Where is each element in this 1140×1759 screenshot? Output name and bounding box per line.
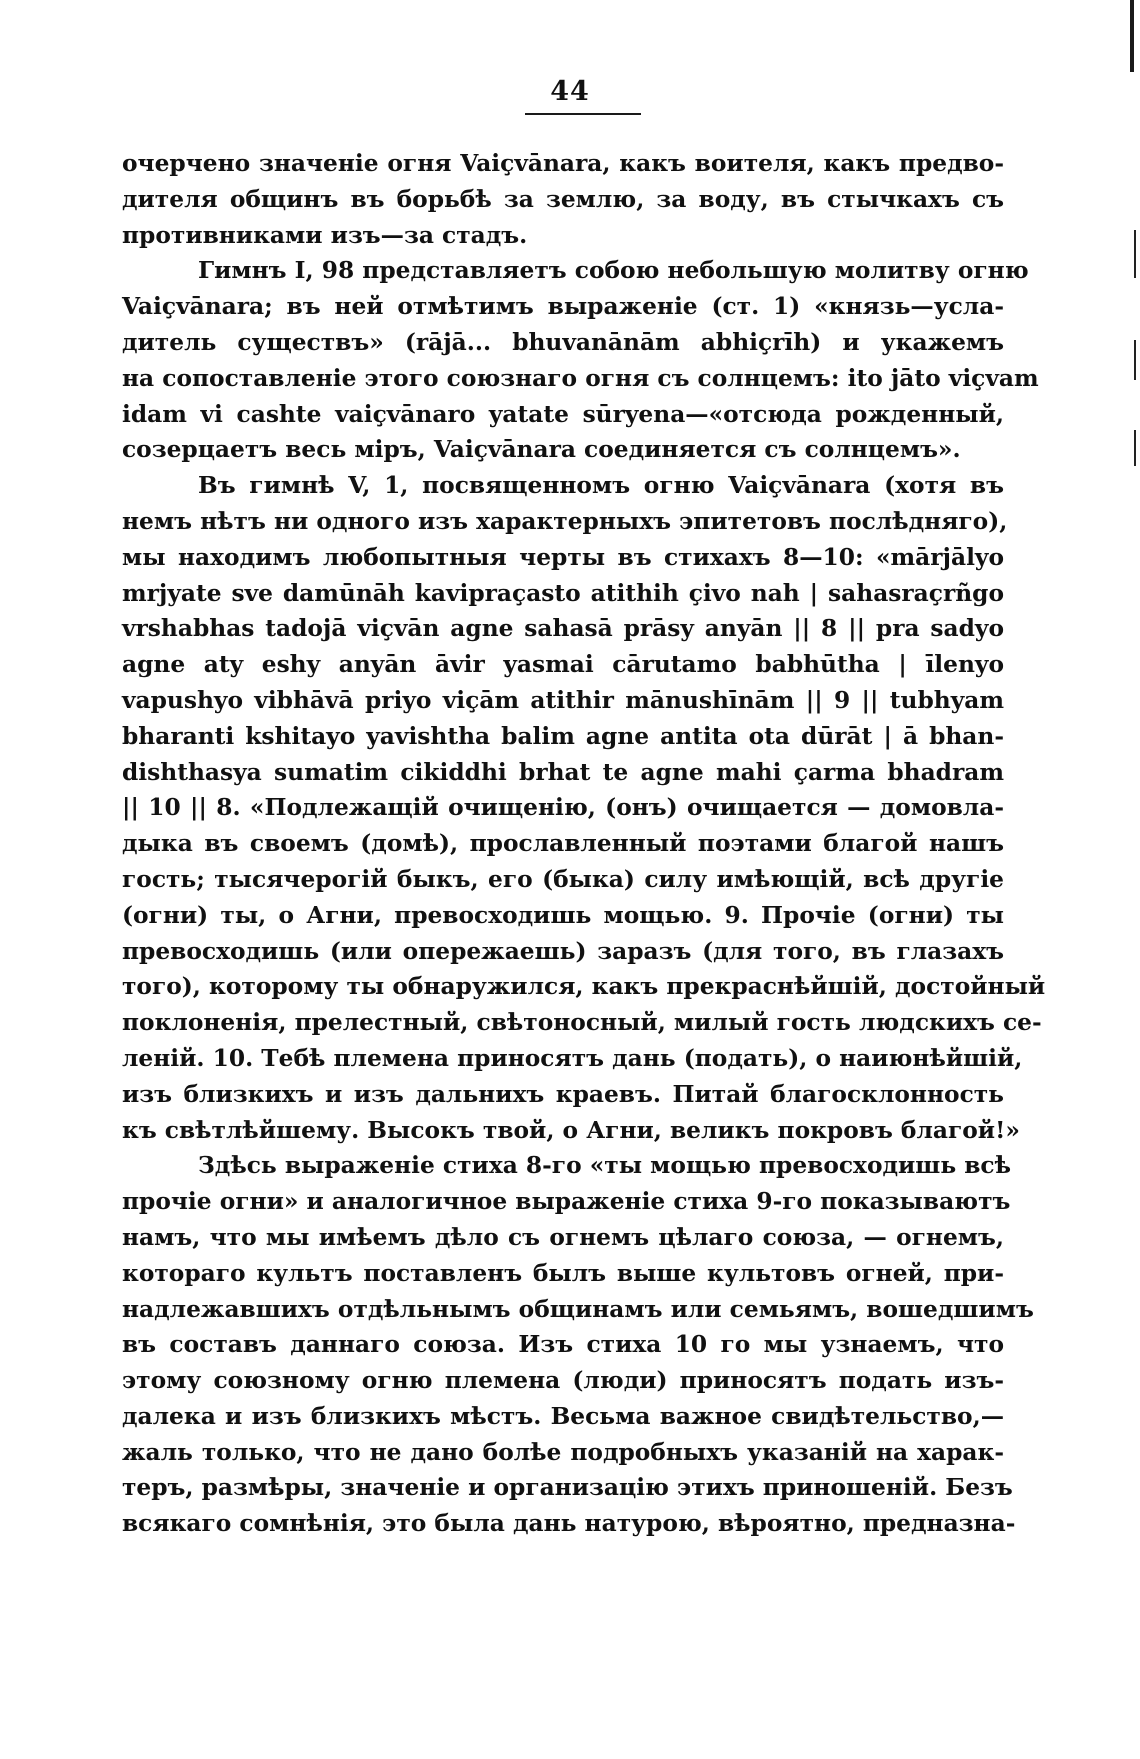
text-line: dishthasya sumatim cikiddhi brhat te agne mahi çarma bhadram	[122, 758, 1004, 786]
text-line: (огни) ты, о Агни, превосходишь мощью. 9. Прочіе (огни) ты	[122, 901, 1004, 929]
text-line: дителя общинъ въ борьбѣ за землю, за воду, въ стычкахъ съ	[122, 185, 1004, 213]
header-rule	[525, 113, 641, 115]
text-line: теръ, размѣры, значеніе и организацію этихъ приношеній. Безъ	[122, 1474, 1013, 1502]
text-line: немъ нѣтъ ни одного изъ характерныхъ эпитетовъ послѣдняго),	[122, 507, 1008, 535]
text-line: созерцаетъ весь міръ, Vaiçvānara соединяется съ солнцемъ».	[122, 436, 961, 464]
text-line: очерчено значеніе огня Vaiçvānara, какъ воителя, какъ предво-	[122, 150, 1004, 177]
text-line: превосходишь (или опережаешь) заразъ (для того, въ глазахъ	[122, 937, 1004, 965]
page-edge-mark	[1134, 430, 1136, 466]
text-line: прочіе огни» и аналогичное выраженіе стиха 9-го показываютъ	[122, 1188, 1011, 1216]
text-line: bharanti kshitayo yavishtha balim agne antita ota dūrāt | ā bhan-	[122, 722, 1004, 750]
text-line: изъ близкихъ и изъ дальнихъ краевъ. Питай благосклонность	[122, 1080, 1004, 1108]
text-line: Гимнъ I, 98 представляетъ собою небольшую молитву огню	[198, 257, 1029, 285]
page-edge-mark	[1134, 230, 1136, 278]
text-line: леній. 10. Тебѣ племена приносятъ дань (подать), о наиюнѣйшій,	[122, 1044, 1023, 1072]
text-line: въ составъ даннаго союза. Изъ стиха 10 го мы узнаемъ, что	[122, 1331, 1004, 1359]
page-text	[122, 146, 1046, 1542]
page-number: 44	[550, 76, 590, 107]
text-line: противниками изъ—за стадъ.	[122, 221, 528, 249]
page-edge-mark	[1130, 0, 1134, 72]
text-line: Vaiçvānara; въ ней отмѣтимъ выраженіе (ст. 1) «князь—услa-	[122, 293, 1004, 321]
text-line: agne aty eshy anyān āvir yasmai cārutamo babhūtha | īlenyo	[122, 651, 1004, 679]
text-line: жаль только, что не дано болѣе подробныхъ указаній на харак-	[122, 1438, 1004, 1466]
text-line: всякаго сомнѣнія, это была дань натурою, вѣроятно, предназна-	[122, 1510, 1016, 1538]
text-line: Здѣсь выраженіе стиха 8-го «ты мощью превосходишь всѣ	[198, 1152, 1012, 1180]
text-line: этому союзному огню племена (люди) приносятъ подать изъ-	[122, 1367, 1004, 1395]
text-line: на сопоставленіе этого союзнаго огня съ солнцемъ: ito jāto viçvam	[122, 364, 1039, 392]
text-line: надлежавшихъ отдѣльнымъ общинамъ или семьямъ, вошедшимъ	[122, 1295, 1034, 1323]
text-line: котораго культъ поставленъ былъ выше культовъ огней, при-	[122, 1259, 1004, 1287]
text-line: mrjyate sve damūnāh kavipraçasto atithih çivo nah | sahasraçrñgo	[122, 579, 1004, 607]
text-line: намъ, что мы имѣемъ дѣло съ огнемъ цѣлаго союза, — огнемъ,	[122, 1223, 1004, 1251]
text-line: || 10 || 8. «Подлежащій очищенію, (онъ) очищается — домовла-	[122, 794, 1004, 822]
text-line: vrshabhas tadojā viçvān agne sahasā prāsy anyān || 8 || pra sadyo	[122, 615, 1004, 643]
text-line: мы находимъ любопытныя черты въ стихахъ 8—10: «mārjālyo	[122, 543, 1004, 571]
text-line: поклоненія, прелестный, свѣтоносный, милый гость людскихъ се-	[122, 1009, 1042, 1037]
text-line: далека и изъ близкихъ мѣстъ. Весьма важное свидѣтельство,—	[122, 1402, 1004, 1430]
text-line: Въ гимнѣ V, 1, посвященномъ огню Vaiçvānara (хотя въ	[198, 472, 1004, 500]
text-line: дыка въ своемъ (домѣ), прославленный поэтами благой нашъ	[122, 830, 1004, 858]
text-line: дитель существъ» (rājā... bhuvanānām abhiçrīh) и укажемъ	[122, 328, 1004, 356]
text-line: idam vi cashte vaiçvānaro yatate sūryena—«отсюда рожденный,	[122, 400, 1004, 428]
text-line: vapushyo vibhāvā priyo viçām atithir mānushīnām || 9 || tubhyam	[122, 686, 1004, 714]
text-line: того), которому ты обнаружился, какъ прекраснѣйшій, достойный	[122, 973, 1046, 1001]
page-edge-mark	[1134, 340, 1136, 380]
text-line: гость; тысячерогій быкъ, его (быка) силу имѣющій, всѣ другіе	[122, 865, 1004, 893]
text-line: къ свѣтлѣйшему. Высокъ твой, о Агни, великъ покровъ благой!»	[122, 1116, 1020, 1144]
